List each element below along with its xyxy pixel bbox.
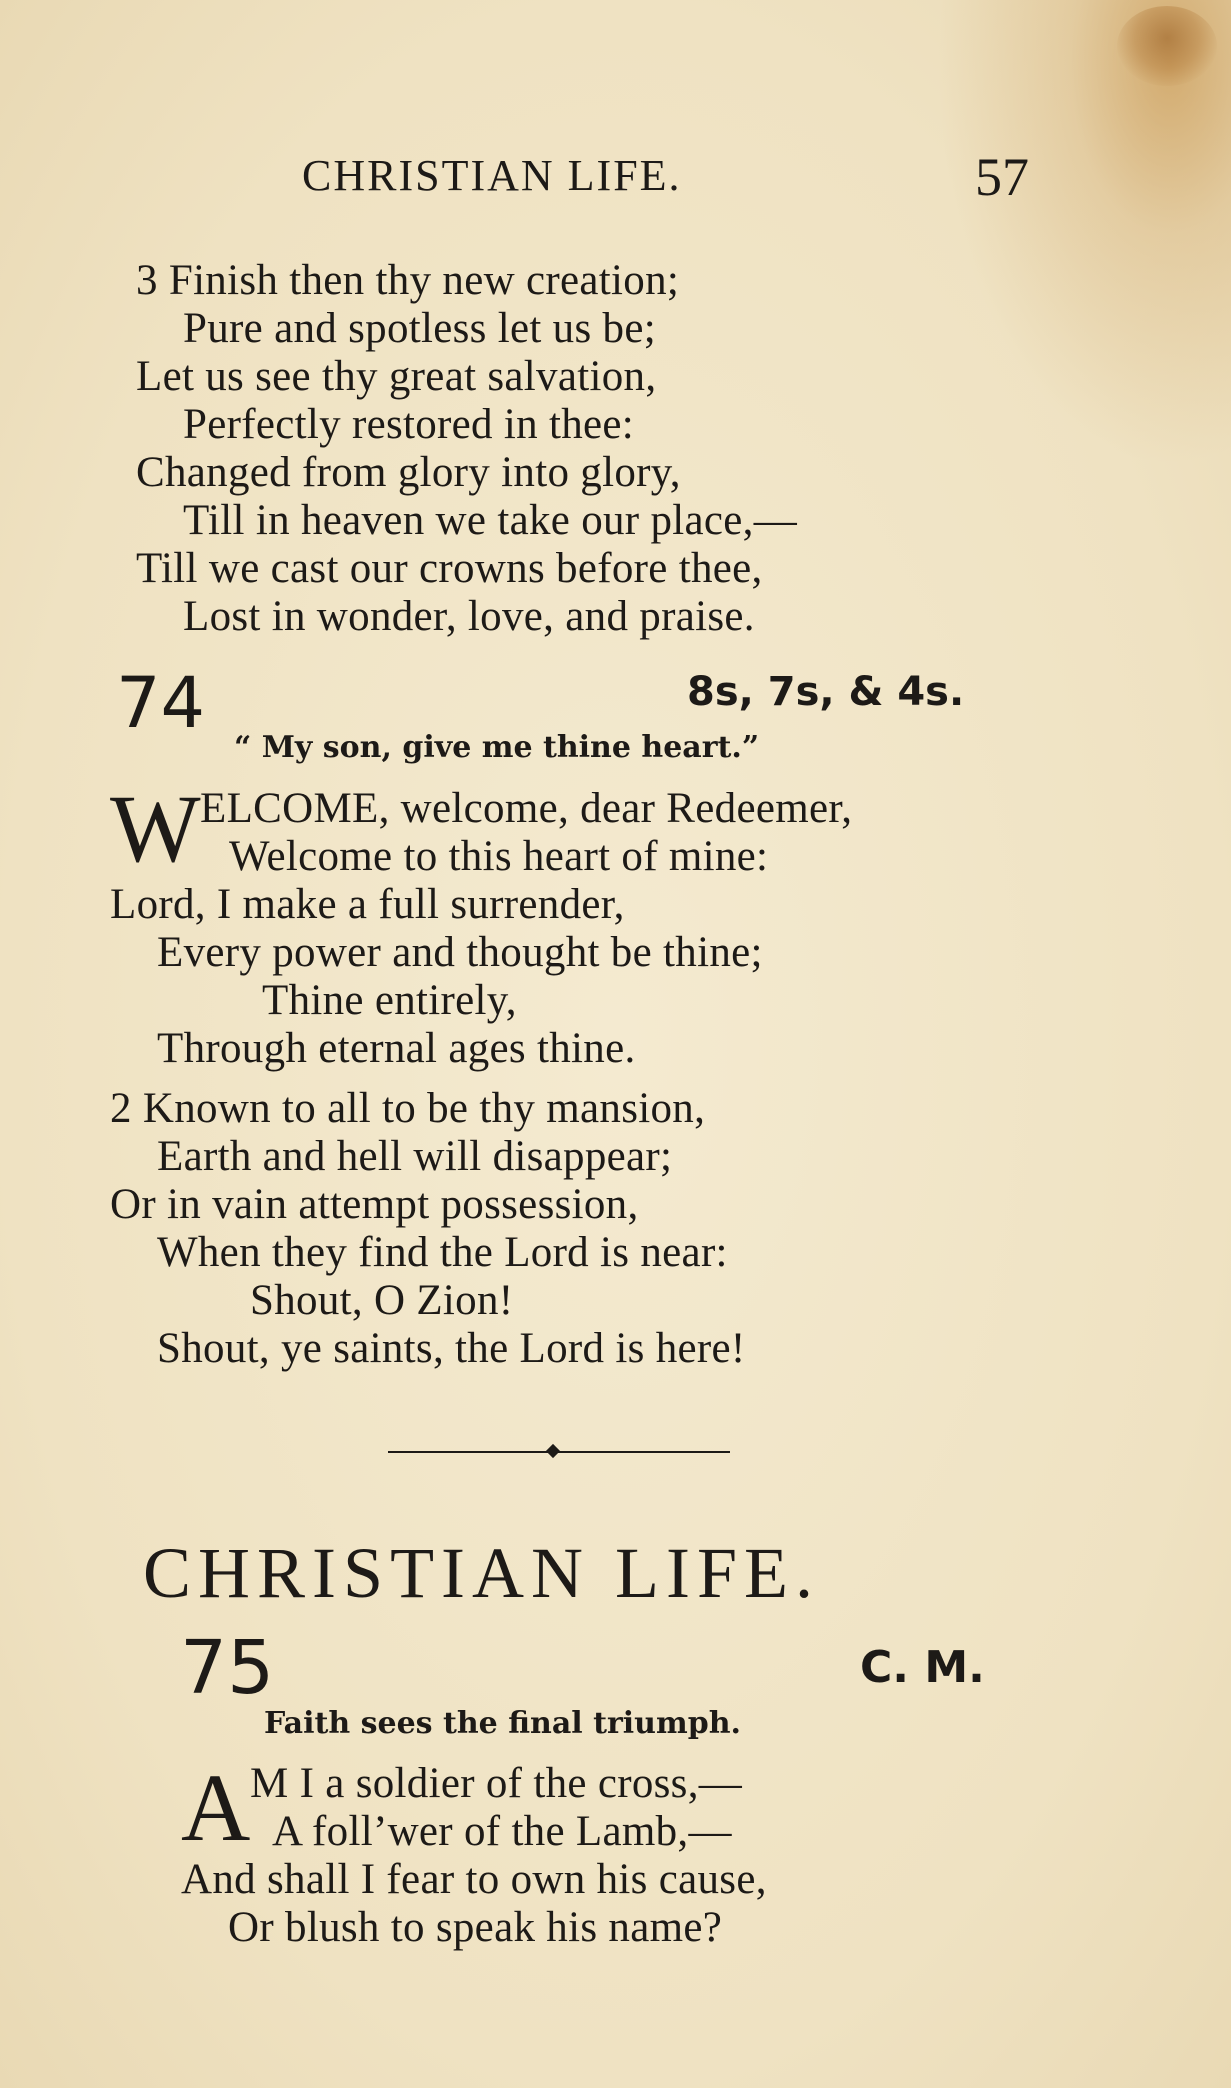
verse-line: Or in vain attempt possession, — [110, 1181, 639, 1228]
hymn-meter-74: 8s, 7s, & 4s. — [687, 669, 965, 715]
verse-line: 2 Known to all to be thy mansion, — [110, 1085, 706, 1132]
running-header-title: CHRISTIAN LIFE. — [302, 151, 682, 200]
verse-line: Shout, ye saints, the Lord is here! — [157, 1325, 746, 1372]
ornamental-divider — [388, 1441, 730, 1463]
verse-line: And shall I fear to own his cause, — [181, 1856, 767, 1903]
hymn-meter-75: C. M. — [860, 1642, 985, 1693]
verse-line: Pure and spotless let us be; — [183, 305, 656, 352]
verse-line: Or blush to speak his name? — [228, 1904, 723, 1951]
verse-line: Till we cast our crowns before thee, — [136, 545, 763, 592]
page-stain — [1117, 6, 1217, 86]
verse-line: ELCOME, welcome, dear Redeemer, — [200, 785, 853, 832]
verse-line: Lord, I make a full surrender, — [110, 881, 625, 928]
verse-line: A foll’wer of the Lamb,— — [272, 1808, 732, 1855]
verse-line: Till in heaven we take our place,— — [183, 497, 798, 544]
verse-line: Welcome to this heart of mine: — [229, 833, 769, 880]
verse-line: Every power and thought be thine; — [157, 929, 763, 976]
hymn-epigraph-75: Faith sees the final triumph. — [264, 1706, 741, 1741]
verse-line: Changed from glory into glory, — [136, 449, 681, 496]
verse-line: Lost in wonder, love, and praise. — [183, 593, 755, 640]
verse-line: Thine entirely, — [262, 977, 517, 1024]
section-title: CHRISTIAN LIFE. — [143, 1533, 820, 1613]
hymn-number-74: 74 — [116, 662, 206, 744]
verse-line: Let us see thy great salvation, — [136, 353, 657, 400]
verse-line: Earth and hell will disappear; — [157, 1133, 673, 1180]
drop-cap: W — [110, 775, 201, 882]
hymn-number-75: 75 — [180, 1625, 275, 1711]
divider-diamond-icon — [546, 1444, 560, 1458]
verse-line: When they find the Lord is near: — [157, 1229, 728, 1276]
verse-line: Perfectly restored in thee: — [183, 401, 635, 448]
verse-line: Through eternal ages thine. — [157, 1025, 636, 1072]
verse-line: 3 Finish then thy new creation; — [136, 257, 680, 304]
verse-line: Shout, O Zion! — [250, 1277, 514, 1324]
hymn-epigraph-74: “ My son, give me thine heart.” — [234, 730, 760, 765]
drop-cap: A — [181, 1754, 251, 1861]
page-number: 57 — [975, 147, 1029, 207]
verse-line: M I a soldier of the cross,— — [250, 1760, 743, 1807]
